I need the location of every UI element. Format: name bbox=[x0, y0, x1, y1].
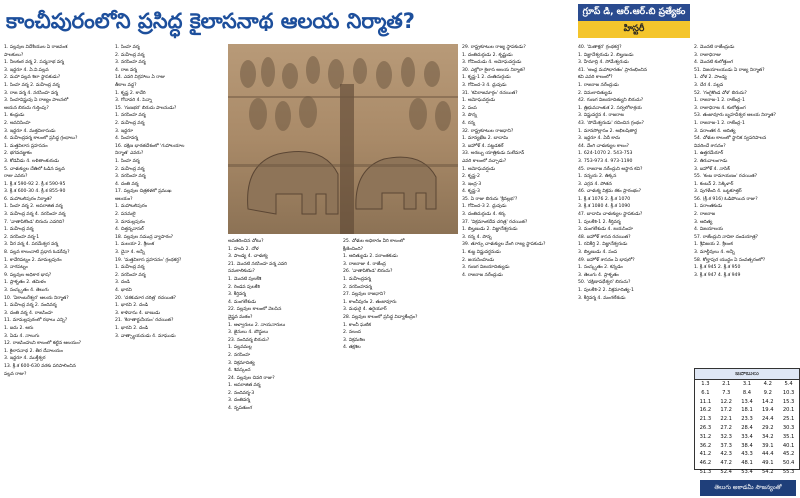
question-line: 54. చోళుల కాలంలో స్థానిక స్వపరిపాలన bbox=[694, 136, 767, 142]
question-line: 1. క్రీ.శ 590-92 2. క్రీ.శ 590-95 bbox=[4, 181, 66, 187]
question-line: వైష్ణవ మతం? bbox=[228, 314, 253, 320]
question-line: 4. కృష్ణ-3 bbox=[462, 189, 480, 195]
question-line: 1. రవికీర్తి 2. విజ్ఞానేశ్వరుడు bbox=[578, 242, 628, 248]
question-line: 49. ఐహోళ్ శాసనం ఏ భాషలో? bbox=[578, 257, 635, 263]
section-badge bbox=[578, 4, 690, 38]
question-line: 4. రన్న bbox=[462, 120, 476, 126]
answer-cell: 20.1 bbox=[782, 407, 795, 414]
question-line: 55. 'కంబ రామాయణం' రచయిత? bbox=[694, 174, 758, 180]
question-line: 1. పరాంతకుడు bbox=[694, 204, 723, 210]
question-line: పాలకులు? bbox=[4, 52, 24, 58]
question-line: 25. చోళుల అధికారం వీరి కాలంలో bbox=[343, 239, 405, 244]
answer-cell: 47.2 bbox=[720, 460, 732, 467]
question-line: 3. క్రీ.శ 1080 4. క్రీ.శ 1090 bbox=[578, 204, 631, 210]
answer-row bbox=[695, 442, 799, 451]
question-line: 1. త్రిభువనాంకుశ 2. సర్వలోకాశ్రయ bbox=[578, 105, 642, 111]
answer-cell: 44.4 bbox=[762, 451, 774, 458]
question-line: 4. సింహవర్మ bbox=[115, 136, 139, 142]
question-line: 1. కైలాసనాథ 2. తీర దేవాలయం bbox=[4, 348, 63, 354]
question-line: 2. పనమలై bbox=[115, 212, 136, 218]
question-line: 1. పులకేశి-1 2. కీర్తివర్మ bbox=[578, 219, 621, 225]
question-line: 3. వాత్స్యాయనుడు 4. మాఘుడు bbox=[115, 333, 176, 339]
question-line: 3. గుణగ విజయాదిత్యుడు bbox=[462, 265, 510, 271]
badge-line-2: హిస్టరీ bbox=[578, 21, 690, 38]
question-line: 1. భారవి 2. దండి bbox=[115, 325, 149, 331]
question-line: 1. మాన్యఖేట 2. బాదామి bbox=[462, 136, 509, 142]
question-line: 1. శ్రీవిజయ 2. శ్రీలంక bbox=[694, 242, 733, 248]
question-line: 1. రాజరాజ నరేంద్రుడు bbox=[578, 82, 619, 88]
question-line: 3. ఇద్దరూ 4. మత్తవిలాసుడు bbox=[4, 128, 56, 134]
answer-cell: 55.3 bbox=[782, 468, 795, 475]
answer-row bbox=[695, 468, 799, 477]
question-column-7 bbox=[694, 44, 798, 364]
question-line: 2. అవనిసింహ bbox=[4, 120, 31, 126]
question-line: ఆయన బిరుదు గుర్తింపు? bbox=[4, 105, 49, 111]
question-line: 4. నృపతుంగ bbox=[228, 406, 253, 412]
question-line: 1. నన్నయ 2. తిక్కన bbox=[578, 174, 617, 180]
question-line: 1. కంబన్ 2. సెక్కిళార్ bbox=[694, 181, 734, 187]
question-line: 1. ఉత్తరమేరూర్ bbox=[694, 151, 724, 157]
answer-cell: 8.4 bbox=[742, 389, 752, 396]
question-line: 1. కృష్ణ-1 2. దంతిదుర్గుడు bbox=[462, 75, 511, 81]
question-line: 7. 'వాతాపికొండ' బిరుదు ఎవరిది? bbox=[4, 219, 65, 225]
answer-cell: 1.3 bbox=[701, 381, 710, 387]
question-line: 1. ఆదిత్యుడు 2. పరాంతకుడు bbox=[343, 254, 398, 260]
answer-row bbox=[695, 389, 799, 398]
question-line: పల్లవ రాజు? bbox=[4, 371, 27, 377]
question-column-3 bbox=[228, 238, 340, 496]
question-line: 10. 'ఏకాంబరేశ్వర' ఆలయ నిర్మాత? bbox=[4, 295, 69, 301]
answer-cell: 7.3 bbox=[722, 389, 731, 396]
answer-cell: 36.2 bbox=[699, 442, 712, 449]
answer-cell: 10.3 bbox=[782, 389, 795, 396]
answer-cell: 42.3 bbox=[720, 451, 732, 458]
answer-cell: 25.1 bbox=[782, 416, 795, 423]
answer-cell: 18.1 bbox=[741, 407, 753, 414]
question-line: 3. చేర 4. పల్లవ bbox=[694, 82, 724, 88]
question-line: 3. ఏడు 4. నాలుగు bbox=[4, 333, 40, 339]
question-line: 24. పల్లవుల చివరి రాజు? bbox=[228, 375, 275, 381]
question-line: 4. చిత్తన్నవాసల్ bbox=[115, 227, 144, 233]
question-line: 3. రన్న 4. పొన్న bbox=[462, 234, 492, 240]
answer-cell: 49.1 bbox=[762, 460, 774, 467]
question-line: 3. జైనులు 4. బౌద్ధులు bbox=[228, 330, 269, 336]
question-line: 43. 'సోమేశ్వరుడు' రచించిన గ్రంథం? bbox=[578, 120, 644, 126]
question-line: అవతరించిన చోటు? bbox=[228, 239, 264, 244]
answer-cell: 54.2 bbox=[762, 468, 774, 475]
question-line: 1. పల్లవుల విదేశీయుల ఏ రాజవంశ bbox=[4, 45, 68, 50]
answer-cell: 15.3 bbox=[782, 398, 795, 405]
question-line: 1. రాజరాజ-1 2. రాజేంద్ర-1 bbox=[694, 120, 745, 126]
question-line: 35. ఏ రాజు బిరుదు 'శ్రీవల్లభ'? bbox=[462, 196, 518, 202]
question-line: 1. విజ్ఞానేశ్వరుడు 2. బిల్హణుడు bbox=[578, 52, 634, 58]
question-line: 15. 'గుణభర' బిరుదు పాలనుడు? bbox=[115, 105, 177, 111]
question-line: 3. క్రీ.శ 947 4. క్రీ.శ 949 bbox=[694, 272, 741, 278]
answer-cell: 4.2 bbox=[763, 381, 772, 387]
question-line: ఎవరి కాలంలో వచ్చాడు? bbox=[462, 158, 507, 164]
question-line: 1. అపరాజిత వర్మ bbox=[228, 383, 261, 389]
answer-cell: 22.1 bbox=[720, 416, 732, 423]
question-line: 3. రాజరాజు 4. రాజేంద్ర bbox=[343, 261, 386, 267]
answer-cell: 38.4 bbox=[741, 442, 753, 449]
question-line: 4. తక్షశిల bbox=[343, 345, 361, 351]
question-line: 33. అరబ్బు యాత్రికుడు సులేమాన్ bbox=[462, 151, 525, 157]
answer-cell: 48.1 bbox=[741, 460, 753, 467]
question-line: 4. మంగలేశుడు bbox=[228, 299, 257, 305]
answer-cell: 27.2 bbox=[720, 424, 732, 431]
question-line: 50. 'దక్షిణాపథేశ్వర' బిరుదు? bbox=[578, 280, 631, 286]
answers-table bbox=[694, 368, 800, 475]
question-line: 11. మామల్లపురంలో రథాలు ఎన్ని? bbox=[4, 318, 68, 324]
question-line: ఆలయం? bbox=[115, 196, 133, 202]
question-line: 2. మహేంద్ర వర్మ bbox=[115, 166, 145, 172]
answer-cell: 40.1 bbox=[782, 442, 795, 449]
question-column-2 bbox=[115, 44, 223, 496]
question-line: 42. గుణగ విజయాదిత్యుని బిరుదు? bbox=[578, 98, 644, 104]
answer-cell: 24.4 bbox=[762, 416, 774, 423]
question-line: 3. 753-973 4. 973-1190 bbox=[578, 158, 633, 164]
question-line: 2. కృష్ణ-2 bbox=[462, 174, 480, 180]
question-line: 27. పల్లవుల రాజధాని? bbox=[343, 292, 386, 298]
question-line: 1. భారవి 2. దండి bbox=[115, 303, 149, 309]
question-line: 58. కోల్హాపుర యుద్ధం ఏ సంవత్సరంలో? bbox=[694, 257, 766, 263]
answer-cell: 45.2 bbox=[782, 451, 795, 458]
question-line: 1. మహేంద్రవర్మ bbox=[343, 276, 371, 282]
question-line: 1. సంస్కృతం 2. కన్నడం bbox=[578, 265, 623, 271]
question-line: 1. ఐదు 2. ఆరు bbox=[4, 325, 34, 331]
question-line: క్షీణించింది? bbox=[343, 246, 364, 252]
question-line: 19. 'మత్తవిలాస ప్రహసనం' గ్రంథకర్త? bbox=[115, 257, 182, 263]
answer-cell: 5.4 bbox=[784, 381, 793, 387]
answer-cell: 6.1 bbox=[701, 389, 710, 396]
question-line: 47. బాదామి చాళుక్యుల స్థాపకుడు? bbox=[578, 212, 643, 218]
question-line: 29. రాష్ట్రకూటుల రాజ్య స్థాపకుడు? bbox=[462, 45, 526, 50]
question-line: 1. చోళ 2. పాండ్య bbox=[694, 75, 727, 81]
question-line: 4. మహేంద్రవర్మ కాలంలో ప్రసిద్ధ గ్రంథాలు? bbox=[4, 136, 78, 142]
question-line: 4. విజయాలయ bbox=[694, 227, 724, 233]
question-line: 41. 'ఆంధ్ర మహాభారతం' ప్రారంభించిన bbox=[578, 67, 648, 73]
question-line: 1. సింహ వర్మ 2. మహేంద్ర వర్మ bbox=[4, 82, 60, 88]
answers-grid bbox=[695, 380, 799, 477]
question-line: 3. ఇంద్ర-3 bbox=[462, 181, 482, 187]
question-line: 3. ఆదిత్య bbox=[694, 219, 713, 225]
question-line: 21. 'కిరాతార్జునీయం' రచయిత? bbox=[115, 318, 174, 324]
answer-cell: 3.1 bbox=[742, 381, 752, 387]
question-line: 4. మొదటి కులోత్తుంగ bbox=[694, 60, 734, 66]
answer-cell: 33.4 bbox=[741, 433, 753, 440]
question-line: 1. క్రీ.శ 1076 2. క్రీ.శ 1070 bbox=[578, 196, 631, 202]
question-line: 1. సింహ వర్మ 2. అపరాజిత వర్మ bbox=[4, 204, 63, 210]
question-line: 1. బిల్హణుడు 2. విజ్ఞానేశ్వరుడు bbox=[462, 227, 518, 233]
question-line: 2. రాజరాజ bbox=[694, 212, 716, 218]
answer-cell: 41.2 bbox=[699, 451, 712, 458]
question-line: 26. 'వాతాపికొండ' బిరుదు? bbox=[343, 269, 393, 275]
question-line: 3. విష్ణువర్ధన 4. రాజరాజ bbox=[578, 113, 624, 119]
question-line: 3. చైనా 4. అన్నీ bbox=[115, 250, 145, 256]
question-line: కవి ఎవరి కాలంలో? bbox=[578, 75, 613, 81]
question-line: 2. రెండవ పులకేశి bbox=[228, 284, 260, 290]
answer-row bbox=[695, 433, 799, 442]
question-line: 1. మహాబలిపురం bbox=[115, 204, 147, 210]
answer-cell: 50.4 bbox=[782, 460, 795, 467]
answer-cell: 39.1 bbox=[762, 442, 774, 449]
question-line: 1. 624-1070 2. 543-753 bbox=[578, 151, 633, 157]
question-line: 1. క్రీ.శ 945 2. క్రీ.శ 950 bbox=[694, 265, 741, 271]
answer-cell: 52.4 bbox=[720, 468, 732, 475]
question-line: 1. మానసోల్లాసం 2. అభిలషితార్థ bbox=[578, 128, 637, 134]
question-line: 3. నరసింహ వర్మ bbox=[115, 174, 146, 180]
question-line: 4. శివస్కంద bbox=[228, 368, 251, 374]
question-line: 2. మహేంద్ర వర్మ bbox=[115, 52, 145, 58]
question-line: తీరాల వద్ద? bbox=[115, 82, 137, 88]
answer-cell: 12.2 bbox=[720, 398, 732, 405]
question-line: 1. మహేంద్ర వర్మ bbox=[4, 227, 34, 233]
question-line: 16. దక్షిణ భారతదేశంలో 'గుహాలయాల bbox=[115, 143, 185, 149]
question-line: 3. వీర వర్మ 4. పరమేశ్వర వర్మ bbox=[4, 242, 59, 248]
question-line: 3. దంతివర్మ bbox=[228, 398, 251, 404]
question-line: 3. బిల్హణుడు 4. పంప bbox=[578, 250, 618, 256]
question-line: 3. మధురై 4. ఉరైయూర్ bbox=[343, 307, 387, 313]
question-line: 1. సింహ వర్మ bbox=[115, 45, 140, 50]
question-line: 3. మహేంద్ర వర్మ 4. నరసింహ వర్మ bbox=[4, 212, 66, 218]
question-line: 2. నరసింహ bbox=[228, 352, 251, 358]
question-line: 37. 'విక్రమాంకదేవ చరిత్ర' రచయిత? bbox=[462, 219, 528, 225]
answer-cell: 35.1 bbox=[782, 433, 795, 440]
question-line: 45. రాజరాజ నరేంద్రుని ఆస్థాన కవి? bbox=[578, 166, 643, 172]
answer-row bbox=[695, 459, 799, 468]
answer-cell: 19.4 bbox=[762, 407, 774, 414]
question-line: 1. నీలకంఠ వర్మ 2. పద్మనాభ వర్మ bbox=[4, 60, 64, 66]
question-line: 1. గోవింద-3 2. ధ్రువుడు bbox=[462, 204, 507, 210]
badge-line-1: గ్రూప్ డి, ఆర్.ఆర్.బి ప్రత్యేకం bbox=[582, 7, 686, 17]
question-line: 1. అమోఘవర్షుడు bbox=[462, 98, 496, 104]
question-line: 6. మహాబలిపురం నిర్మాత? bbox=[4, 196, 53, 202]
question-line: 2. నందివర్మ-3 bbox=[228, 390, 255, 396]
question-line: 2. జయసింహుడు bbox=[462, 257, 495, 263]
question-line: 56. (క్రీ.శ 916) ఓడిపోయిన రాజు? bbox=[694, 196, 758, 202]
question-line: 30. ఎల్లోరా కైలాస ఆలయ నిర్మాత? bbox=[462, 67, 526, 73]
question-line: 1. పల్లవమల్ల bbox=[228, 345, 252, 351]
answer-cell: 34.2 bbox=[762, 433, 774, 440]
answer-cell: 32.3 bbox=[720, 433, 732, 440]
question-line: 3. విక్రమాదిత్య bbox=[228, 360, 255, 366]
answer-row bbox=[695, 450, 799, 459]
question-line: 1. కంధ్రుడు bbox=[4, 113, 25, 119]
question-line: నిర్మాత' ఎవరు? bbox=[115, 151, 144, 157]
question-line: 3. గోవిందుడు 4. అమోఘవర్షుడు bbox=[462, 60, 522, 66]
question-line: 1. కాంచీపురం 2. తంజావూరు bbox=[343, 299, 397, 305]
question-line: 1. కాంచీ ఘటిక bbox=[343, 322, 371, 328]
question-line: 8. పల్లవ కాలంనాటి ప్రధాన ఓడరేవు? bbox=[4, 250, 70, 256]
question-line: 3. మామల్లపురం bbox=[115, 219, 145, 225]
question-line: రాజు ఎవరు? bbox=[4, 174, 28, 180]
question-line: 3. దంతి వర్మ 4. రాజసింహ bbox=[4, 310, 53, 316]
question-line: 3. ఇద్దరూ 4. ఏ.వి.పల్లవ bbox=[4, 67, 49, 73]
question-line: 3. తెలుగు 4. ప్రాకృతం bbox=[578, 272, 619, 278]
answer-cell: 43.3 bbox=[741, 451, 753, 458]
question-line: 3. పొన్న bbox=[462, 113, 477, 119]
question-line: 46. చాళుక్య విక్రమ శకం ప్రారంభం? bbox=[578, 189, 642, 195]
answer-cell: 14.2 bbox=[762, 398, 774, 405]
question-line: 3. పాండ్య 4. చాళుక్య bbox=[228, 254, 268, 260]
question-line: 1. నరసింహ వర్మ bbox=[115, 113, 146, 119]
question-line: 1. మలయా 2. శ్రీలంక bbox=[115, 242, 155, 248]
answer-cell: 51.3 bbox=[699, 468, 712, 475]
question-line: 3. విక్రమశిల bbox=[343, 337, 366, 343]
question-line: 3. నాగపట్నం bbox=[4, 265, 28, 271]
question-line: 52. 'గంగైకొండ చోళ' బిరుదు? bbox=[694, 90, 747, 96]
temple-relief-photo bbox=[228, 44, 458, 234]
question-line: 3. మంగలేశుడు 4. జయసింహ bbox=[578, 227, 633, 233]
answer-cell: 28.4 bbox=[741, 424, 753, 431]
question-line: 1. మహేంద్ర వర్మ 2. నందివర్మ bbox=[4, 303, 57, 309]
answer-cell: 46.2 bbox=[699, 460, 712, 467]
question-line: 3. దంతిదుర్గుడు 4. కర్క bbox=[462, 212, 506, 218]
answer-row bbox=[695, 406, 799, 415]
question-line: 1. కృష్ణ 2. కావేరి bbox=[115, 90, 146, 96]
question-line: 3. పుగళేంది 4. ఒట్టకూత్తర్ bbox=[694, 189, 742, 195]
question-line: 3. దండి bbox=[115, 280, 130, 286]
answer-cell: 53.4 bbox=[741, 468, 753, 475]
question-line: 31. 'కవిరాజమార్గం' రచయిత? bbox=[462, 90, 518, 96]
question-column-1 bbox=[4, 44, 112, 496]
question-line: 21. మొదటి నరసింహ వర్మ ఎవరి bbox=[228, 261, 287, 267]
question-line: 13. క్రీ.శ 600-630 వరకు పరిపాలించిన bbox=[4, 363, 76, 369]
question-line: 2. నలంద bbox=[343, 330, 361, 336]
question-line: 3. ఎర్రన 4. పోతన bbox=[578, 181, 612, 187]
question-line: 32. రాష్ట్రకూటుల రాజధాని? bbox=[462, 128, 514, 134]
question-line: 1. పులకేశి-2 2. విక్రమాదిత్య-1 bbox=[578, 288, 634, 293]
question-line: 2. పంప bbox=[462, 105, 477, 111]
question-line: 48. ఐహోళ్ శాసన రచయిత? bbox=[578, 234, 631, 240]
question-line: 22. పల్లవుల కాలంలో వెలసిన bbox=[228, 307, 282, 313]
question-line: 3. మాల్దీవులు 4. అన్నీ bbox=[694, 250, 735, 256]
answer-row bbox=[695, 424, 799, 433]
question-line: 44. వేంగి చాళుక్యుల కాలం? bbox=[578, 143, 629, 149]
question-line: 9. పల్లవుల అధికార భాష? bbox=[4, 272, 52, 278]
question-line: 3. ఇద్దరూ 4. ఏదీ కాదు bbox=[578, 136, 621, 142]
answer-cell: 2.1 bbox=[722, 381, 731, 387]
question-line: 3. క్రీ.శ 600-30 4. క్రీ.శ 855-90 bbox=[4, 189, 66, 195]
question-line: 2. నరసింహ వర్మ-1 bbox=[4, 234, 40, 240]
question-line: 3. గోవింద-3 4. ధ్రువుడు bbox=[462, 82, 507, 88]
question-line: 3. హేమాద్రి 4. సోమేశ్వరుడు bbox=[578, 60, 629, 66]
answer-row bbox=[695, 380, 799, 389]
answer-cell: 26.3 bbox=[699, 424, 712, 431]
question-line: 1. అమోఘవర్షుడు bbox=[462, 166, 496, 172]
question-line: 2. తిరువాలంగాడు bbox=[694, 158, 728, 164]
question-line: 3. నరసింహ వర్మ bbox=[115, 60, 146, 66]
answer-cell: 21.3 bbox=[699, 416, 712, 423]
question-line: 18. పల్లవుల సముద్ర వ్యాపారం? bbox=[115, 234, 174, 240]
question-line: 20. 'దశకుమార చరిత్ర' రచయిత? bbox=[115, 295, 176, 301]
answer-cell: 37.3 bbox=[720, 442, 732, 449]
page-title: కాంచీపురంలోని ప్రసిద్ధ కైలాసనాథ ఆలయ నిర్మాత? bbox=[6, 9, 415, 33]
question-line: 2. నరసింహవర్మ bbox=[343, 284, 372, 290]
answer-cell: 16.2 bbox=[699, 407, 712, 414]
question-line: 2. మహేంద్ర వర్మ bbox=[115, 120, 145, 126]
answer-cell: 17.2 bbox=[720, 407, 732, 414]
question-line: 39. తూర్పు చాళుక్యుల వేంగి రాజ్య స్థాపకుడు? bbox=[462, 242, 546, 248]
question-line: 3. కాళిదాసు 4. బాణుడు bbox=[115, 310, 161, 316]
question-line: 1. మత్తవిలాస ప్రహసనం bbox=[4, 143, 48, 149]
answer-cell: 23.3 bbox=[741, 416, 753, 423]
question-line: 1. దంతిదుర్గుడు 2. కృష్ణుడు bbox=[462, 52, 513, 58]
question-line: 3. ఇద్దరూ 4. ముక్తేశ్వర bbox=[4, 356, 46, 362]
question-line: 1. మొదటి పులకేశి bbox=[228, 276, 262, 282]
question-line: 3. ఐహోళ్ 4. పట్టడకల్ bbox=[462, 143, 504, 149]
question-line: 5. చాళుక్యుల చేతిలో ఓడిన పల్లవ bbox=[4, 166, 65, 172]
question-line: 1. హంపి 2. చోళ bbox=[228, 246, 259, 252]
footer-credit: తెలుగు అకాడమీ సౌజన్యంతో bbox=[700, 480, 796, 496]
question-line: 4. రాజ వర్మ bbox=[115, 67, 137, 73]
answer-cell: 13.4 bbox=[741, 398, 753, 405]
question-line: 3. రాజాధిరాజ 4. కులోత్తుంగ bbox=[694, 105, 746, 111]
answer-cell: 9.2 bbox=[763, 389, 772, 396]
question-line: 57. రాజేంద్రుని నావికా దండయాత్ర? bbox=[694, 234, 758, 240]
question-line: వివరించే శాసనం? bbox=[694, 143, 726, 149]
question-line: 51. విజయాలయుడు ఏ రాజ్య నిర్మాత? bbox=[694, 67, 765, 73]
question-line: 4. దంతి వర్మ bbox=[115, 181, 139, 187]
question-column-6 bbox=[578, 44, 690, 496]
question-line: 2. భగవదజ్జుకం bbox=[4, 151, 32, 157]
question-line: 23. నందివర్మ బిరుదు? bbox=[228, 337, 270, 343]
answers-heading: జవాబులు bbox=[695, 369, 799, 380]
question-line: 3. కోడవీడు 4. లళితాంకురుడు bbox=[4, 158, 59, 164]
question-line: 28. పల్లవుల కాలంలో ప్రసిద్ధ విద్యాకేంద్రం? bbox=[343, 314, 418, 320]
answer-cell: 30.3 bbox=[782, 424, 795, 431]
question-line: 40. 'మితాక్షర' గ్రంథకర్త? bbox=[578, 45, 622, 50]
answer-row bbox=[695, 398, 799, 407]
question-line: సమకాలికుడు? bbox=[228, 269, 255, 275]
answer-cell: 31.2 bbox=[699, 433, 712, 440]
question-line: 3. పరాంతక 4. ఆదిత్య bbox=[694, 128, 736, 134]
question-line: 1. మహేంద్ర వర్మ bbox=[115, 265, 145, 271]
question-line: 2. మహా పల్లవ శిలా స్థాపకుడు? bbox=[4, 75, 61, 81]
answer-cell: 11.1 bbox=[699, 398, 712, 405]
question-line: 1. కావేరిపట్నం 2. మామల్లపురం bbox=[4, 257, 62, 263]
question-line: 53. తంజావూరు బృహదీశ్వర ఆలయ నిర్మాత? bbox=[694, 113, 776, 119]
question-line: 1. సింహ వర్మ bbox=[115, 158, 140, 164]
question-line: 3. రాజ వర్మ 4. నరసింహ వర్మ bbox=[4, 90, 58, 96]
question-line: 3. గోదావరి 4. పెన్నా bbox=[115, 98, 153, 104]
question-line: 1. ప్రాకృతం 2. తమిళం bbox=[4, 280, 46, 286]
answer-row bbox=[695, 415, 799, 424]
question-line: 1. రాజరాజ-1 2. రాజేంద్ర-1 bbox=[694, 98, 745, 104]
question-line: 3. సంస్కృతం 4. తెలుగు bbox=[4, 288, 49, 293]
question-line: 3. సింహవిష్ణువు ఏ రాజ్యం పాలనలో bbox=[4, 98, 69, 104]
question-column-5 bbox=[462, 44, 574, 496]
question-line: 1. ఆళ్వారులు 2. నాయనారులు bbox=[228, 322, 286, 328]
question-line: 12. రాజసింహుని కాలంలో కట్టిన ఆలయం? bbox=[4, 341, 82, 347]
question-line: 3. కీర్తివర్మ bbox=[228, 292, 246, 298]
question-line: 2. మొదటి రాజేంద్రుడు bbox=[694, 45, 735, 50]
question-line: 14. ఎవరి విగ్రహాలు ఏ రాజు bbox=[115, 75, 165, 81]
question-line: 2. నరసింహ వర్మ bbox=[115, 272, 146, 278]
answer-cell: 29.2 bbox=[762, 424, 774, 431]
question-line: 3. ఐహోళ్ 4. నాసిక్ bbox=[694, 166, 730, 172]
question-line: 17. పల్లవుల చిత్రకళలో ప్రముఖ bbox=[115, 189, 172, 195]
question-line: 3. కీర్తివర్మ 4. మంగలేశుడు bbox=[578, 295, 626, 301]
question-line: 4. భారవి bbox=[115, 288, 132, 293]
question-column-4 bbox=[343, 238, 455, 496]
question-line: 3. రాజాధిరాజు bbox=[694, 52, 721, 58]
question-line: 4. రాజరాజ నరేంద్రుడు bbox=[462, 272, 503, 278]
question-line: 1. కుబ్జ విష్ణువర్ధనుడు bbox=[462, 250, 501, 256]
question-line: 2. విమలాదిత్యుడు bbox=[578, 90, 613, 96]
question-line: 3. ఇద్దరూ bbox=[115, 128, 134, 134]
